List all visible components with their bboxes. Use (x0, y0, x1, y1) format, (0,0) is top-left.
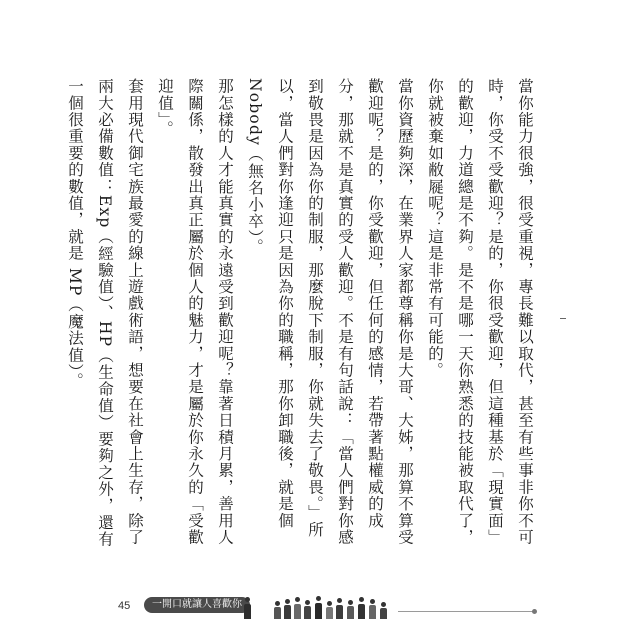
person-icon (347, 600, 354, 619)
right-margin-mark (560, 318, 566, 319)
book-title-badge: 一開口就讓人喜歡你 (144, 597, 250, 613)
person-icon (315, 596, 322, 619)
person-icon (244, 597, 251, 619)
paragraph-3: 那怎樣的人才能真實的永遠受到歡迎呢？靠著日積月累，善用人際關係，散發出真正屬於個人的魅力，才是屬於你永久的「受歡迎值」。 (156, 78, 234, 546)
paragraph-4: 套用現代御宅族最愛的線上遊戲術語，想要在社會上生存，除了兩大必備數值：Exp（經驗值）、HP（生命值）要夠之外，還有一個很重要的數值，就是 MP（魔法值）。 (66, 78, 144, 548)
person-icon (284, 599, 291, 619)
paragraph-2: 當你資歷夠深，在業界人家都尊稱你是大哥、大姊，那算不算受歡迎呢？是的，你受歡迎，但任何的感情，若帶著點權威的成分，那就不是真實的受人歡迎。不是有句話說：「當人們對你感到敬畏是因為你的制服，那麼脫下制服，你就失去了敬畏。」所以，當人們對你逢迎只是因為你的職稱，那你卸職後，就是個 Nobody（無名小卒）。 (246, 78, 414, 546)
vertical-body-text (66, 78, 540, 548)
page-number: 45 (118, 600, 131, 612)
footer-rule (398, 611, 533, 612)
person-icon (326, 601, 333, 619)
footer-dot (532, 609, 537, 614)
person-icon (380, 602, 387, 619)
person-icon (336, 598, 343, 619)
page-footer (0, 588, 640, 628)
person-icon (304, 600, 311, 619)
person-icon (294, 597, 301, 619)
people-figures-icon (244, 593, 394, 619)
person-icon (369, 599, 376, 619)
person-icon (274, 601, 281, 619)
paragraph-1: 當你能力很強，很受重視，專長難以取代，甚至有些事非你不可時，你受不受歡迎？是的，你很受歡迎，但這種基於「現實面」的歡迎，力道總是不夠。是不是哪一天你熟悉的技能被取代了，你就被棄如敝屣呢？這是非常有可能的。 (426, 78, 534, 546)
person-icon (358, 597, 365, 619)
